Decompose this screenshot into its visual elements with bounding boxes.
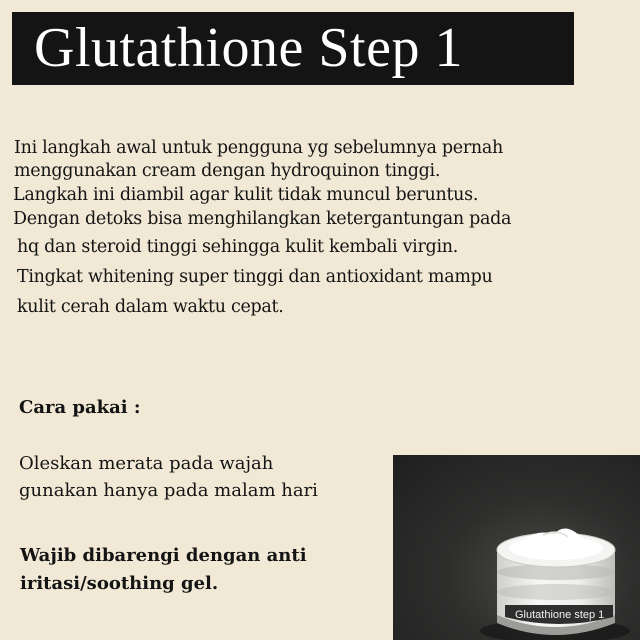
jar-label: Glutathione step 1 <box>515 609 605 621</box>
description-line: menggunakan cream dengan hydroquinon tinggi. <box>14 161 441 181</box>
usage-heading: Cara pakai : <box>19 397 141 418</box>
product-photo <box>393 455 640 640</box>
page-title: Glutathione Step 1 <box>34 17 463 79</box>
description-line: Langkah ini diambil agar kulit tidak muncul beruntus. <box>13 185 479 205</box>
description-line: Dengan detoks bisa menghilangkan ketergantungan pada <box>13 209 512 229</box>
note-line: iritasi/soothing gel. <box>20 573 219 594</box>
description-line: hq dan steroid tinggi sehingga kulit kembali virgin. <box>17 237 458 257</box>
title-banner <box>12 12 574 85</box>
usage-line: gunakan hanya pada malam hari <box>19 480 318 501</box>
description-line: Ini langkah awal untuk pengguna yg sebelumnya pernah <box>14 138 503 158</box>
usage-line: Oleskan merata pada wajah <box>19 453 274 474</box>
note-line: Wajib dibarengi dengan anti <box>20 545 307 566</box>
description-line: kulit cerah dalam waktu cepat. <box>17 297 284 317</box>
description-line: Tingkat whitening super tinggi dan antioxidant mampu <box>17 267 493 287</box>
cream-jar-illustration <box>393 455 640 640</box>
